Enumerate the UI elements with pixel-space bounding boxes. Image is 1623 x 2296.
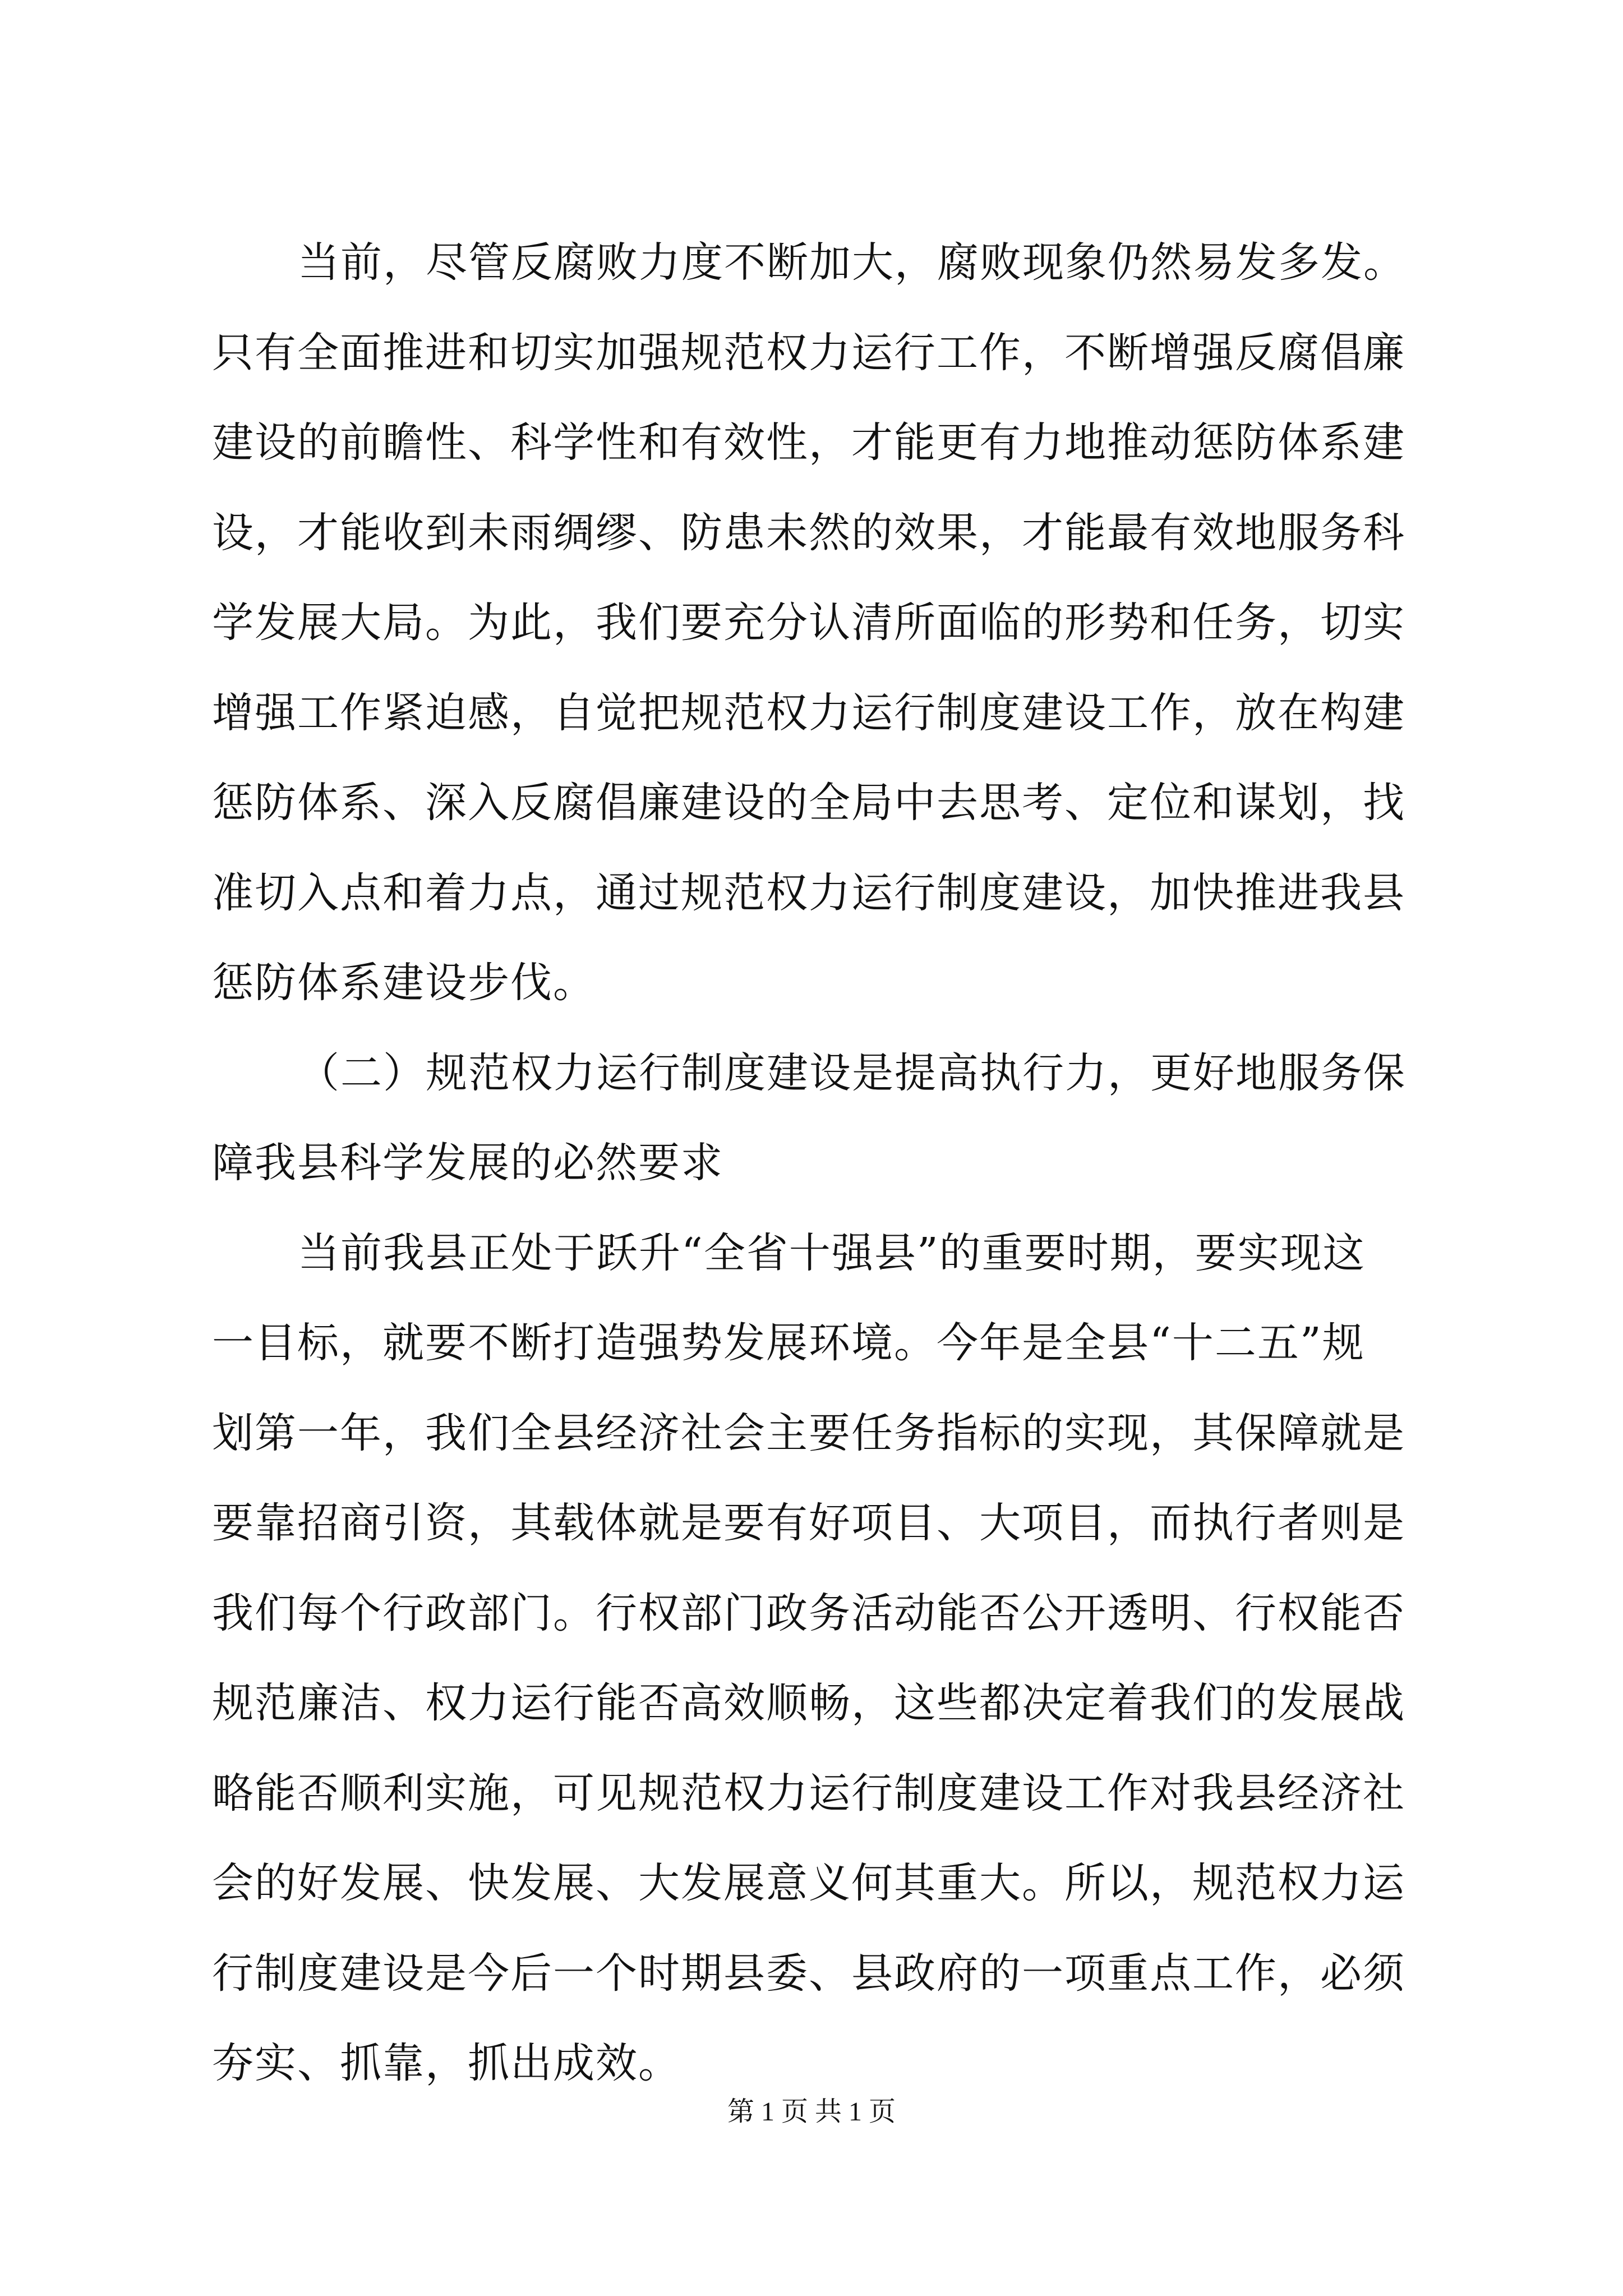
paragraph-line: 略能否顺利实施，可见规范权力运行制度建设工作对我县经济社 (212, 1769, 1405, 1818)
paragraph-line: 一目标，就要不断打造强势发展环境。今年是全县“十二五”规 (212, 1319, 1365, 1367)
paragraph-line: 划第一年，我们全县经济社会主要任务指标的实现，其保障就是 (212, 1409, 1405, 1457)
page-number: 第 1 页 共 1 页 (727, 2097, 896, 2127)
paragraph-line: 增强工作紧迫感，自觉把规范权力运行制度建设工作，放在构建 (212, 688, 1405, 737)
paragraph-line: 建设的前瞻性、科学性和有效性，才能更有力地推动惩防体系建 (212, 418, 1405, 467)
section-heading-line: （二）规范权力运行制度建设是提高执行力，更好地服务保 (298, 1048, 1406, 1097)
paragraph-line: 只有全面推进和切实加强规范权力运行工作，不断增强反腐倡廉 (212, 328, 1405, 377)
paragraph-line: 当前我县正处于跃升“全省十强县”的重要时期，要实现这 (298, 1228, 1366, 1277)
document-body (212, 218, 1412, 2109)
paragraph-line: 当前，尽管反腐败力度不断加大，腐败现象仍然易发多发。 (298, 238, 1406, 287)
section-heading-line: 障我县科学发展的必然要求 (212, 1139, 723, 1187)
paragraph-line: 惩防体系、深入反腐倡廉建设的全局中去思考、定位和谋划，找 (212, 779, 1405, 827)
paragraph-line: 会的好发展、快发展、大发展意义何其重大。所以，规范权力运 (212, 1859, 1405, 1907)
paragraph-line: 行制度建设是今后一个时期县委、县政府的一项重点工作，必须 (212, 1949, 1405, 1998)
paragraph-line: 我们每个行政部门。行权部门政务活动能否公开透明、行权能否 (212, 1589, 1405, 1637)
paragraph-line: 夯实、抓靠，抓出成效。 (212, 2039, 681, 2087)
page-footer (0, 2095, 1623, 2129)
paragraph-line: 要靠招商引资，其载体就是要有好项目、大项目，而执行者则是 (212, 1499, 1405, 1547)
paragraph-line: 学发展大局。为此，我们要充分认清所面临的形势和任务，切实 (212, 599, 1405, 647)
paragraph-line: 设，才能收到未雨绸缪、防患未然的效果，才能最有效地服务科 (212, 508, 1405, 557)
paragraph-line: 惩防体系建设步伐。 (212, 959, 596, 1007)
paragraph-line: 准切入点和着力点，通过规范权力运行制度建设，加快推进我县 (212, 868, 1405, 917)
paragraph-line: 规范廉洁、权力运行能否高效顺畅，这些都决定着我们的发展战 (212, 1679, 1405, 1727)
